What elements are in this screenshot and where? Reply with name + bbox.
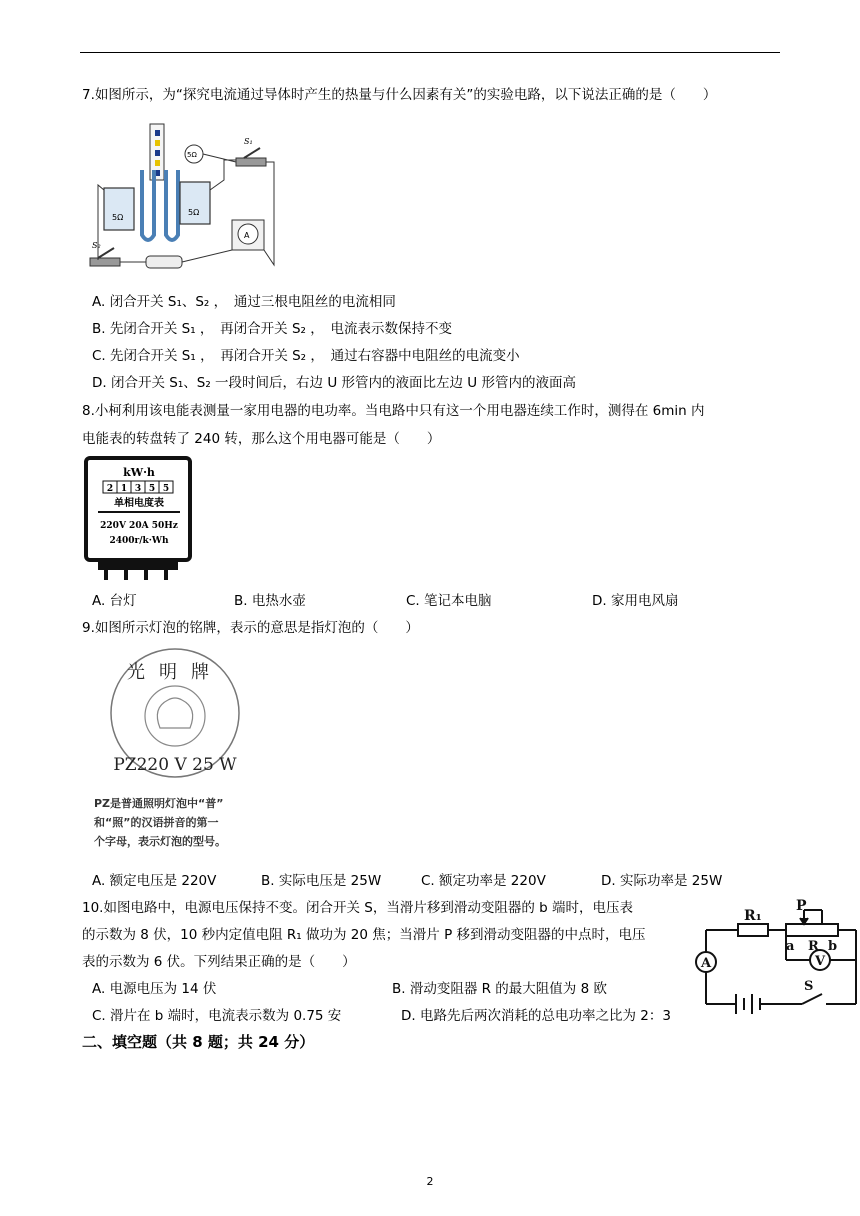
q9-option-a: A. 额定电压是 220V: [92, 873, 217, 889]
q10-ammeter-label: A: [701, 956, 712, 971]
q10-stem-line1: 10.如图电路中，电源电压保持不变。闭合开关 S，当滑片移到滑动变阻器的 b 端时，电压表: [82, 900, 633, 916]
q10-stem-line2: 的示数为 8 伏，10 秒内定值电阻 R₁ 做功为 20 焦；当滑片 P 移到滑动变阻器的中点时，电压: [82, 927, 646, 943]
q9-stem: 9.如图所示灯泡的铭牌，表示的意思是指灯泡的（ ）: [82, 620, 419, 636]
q8-meter-figure: [84, 456, 194, 586]
q9-note-2: 和“照”的汉语拼音的第一: [94, 816, 219, 829]
q8-option-b: B. 电热水壶: [234, 593, 306, 609]
q8-option-c: C. 笔记本电脑: [406, 593, 492, 609]
q10-switch-label: S: [804, 979, 814, 994]
q9-option-b: B. 实际电压是 25W: [261, 873, 382, 889]
q7-ammeter-label: A: [244, 231, 250, 240]
q7-option-d: D. 闭合开关 S₁、S₂ 一段时间后，右边 U 形管内的液面比左边 U 形管内的液面高: [92, 375, 576, 391]
q10-p-label: P: [796, 898, 807, 914]
q7-r-right-label: 5Ω: [188, 208, 200, 217]
q9-brand: 光明牌: [127, 662, 223, 683]
q8-option-d: D. 家用电风扇: [592, 593, 679, 609]
q10-option-d: D. 电路先后两次消耗的总电功率之比为 2：3: [401, 1008, 671, 1024]
q8-stem-line1: 8.小柯利用该电能表测量一家用电器的电功率。当电路中只有这一个用电器连续工作时，测得在 6min 内: [82, 403, 705, 419]
q10-r-label: R: [808, 939, 819, 954]
q10-option-a: A. 电源电压为 14 伏: [92, 981, 217, 997]
q8-meter-spec2: 2400r/k·Wh: [109, 536, 169, 546]
q7-option-c: C. 先闭合开关 S₁ ， 再闭合开关 S₂ ， 通过右容器中电阻丝的电流变小: [92, 348, 520, 364]
q8-meter-spec1: 220V 20A 50Hz: [100, 521, 178, 531]
q10-r1-label: R₁: [744, 908, 762, 924]
q10-b-label: b: [828, 939, 838, 954]
q8-meter-digit: 3: [134, 484, 142, 494]
header-rule: [80, 52, 780, 53]
q10-stem-line3: 表的示数为 6 伏。下列结果正确的是（ ）: [82, 954, 356, 970]
q7-s2-label: S₂: [92, 241, 101, 250]
q8-meter-digit: 5: [162, 484, 170, 494]
page-number: 2: [426, 1175, 434, 1188]
q8-meter-digit: 5: [148, 484, 156, 494]
q9-option-c: C. 额定功率是 220V: [421, 873, 546, 889]
q7-figure: [84, 120, 284, 280]
q8-stem-line2: 电能表的转盘转了 240 转，那么这个用电器可能是（ ）: [82, 431, 441, 447]
q9-bulb-label-figure: [90, 648, 260, 778]
q8-meter-name: 单相电度表: [114, 498, 164, 509]
q9-option-d: D. 实际功率是 25W: [601, 873, 723, 889]
q10-circuit-figure: [692, 898, 860, 1024]
q10-a-label: a: [786, 939, 795, 954]
q7-r-left-label: 5Ω: [112, 213, 124, 222]
q7-stem: 7.如图所示，为“探究电流通过导体时产生的热量与什么因素有关”的实验电路，以下说法正确的是（ ）: [82, 87, 717, 103]
q7-option-b: B. 先闭合开关 S₁ ， 再闭合开关 S₂ ， 电流表示数保持不变: [92, 321, 452, 337]
q8-meter-unit: kW·h: [123, 466, 155, 479]
q7-option-a: A. 闭合开关 S₁、S₂ ， 通过三根电阻丝的电流相同: [92, 294, 396, 310]
q10-voltmeter-label: V: [815, 954, 826, 969]
q8-meter-digit: 1: [120, 484, 128, 494]
q7-r-top-label: 5Ω: [187, 151, 197, 159]
section-2-heading: 二、填空题（共 8 题；共 24 分）: [82, 1033, 315, 1051]
q8-option-a: A. 台灯: [92, 593, 137, 609]
q9-rating: PZ220 V 25 W: [113, 755, 237, 775]
q7-s1-label: S₁: [244, 137, 253, 146]
q8-meter-digit: 2: [106, 484, 114, 494]
q9-note-1: PZ是普通照明灯泡中“普”: [94, 797, 224, 810]
q10-option-b: B. 滑动变阻器 R 的最大阻值为 8 欧: [392, 981, 607, 997]
q9-note-3: 个字母，表示灯泡的型号。: [94, 835, 226, 848]
q10-option-c: C. 滑片在 b 端时，电流表示数为 0.75 安: [92, 1008, 342, 1024]
